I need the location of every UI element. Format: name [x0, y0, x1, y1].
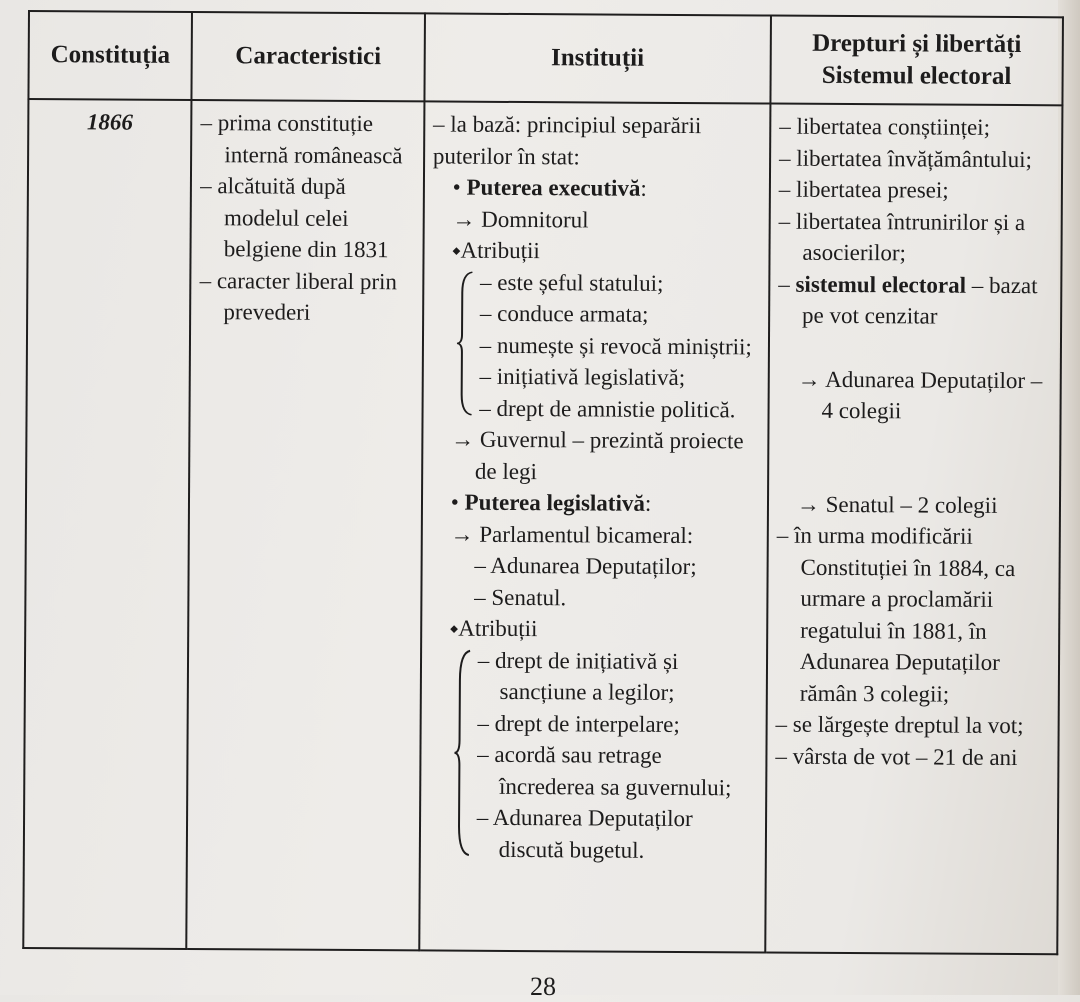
electoral-change-item: – vârsta de vot – 21 de ani [775, 743, 1018, 770]
legislative-title: Puterea legislativă [464, 489, 645, 516]
header-institutions: Instituții [424, 13, 771, 103]
constitution-table [22, 10, 1064, 955]
chamber-item: – Adunarea Deputaților; [474, 552, 697, 580]
curly-brace-icon [455, 270, 474, 416]
legislative-attributions-label: ⬩Atribuții [449, 615, 538, 642]
attribution-item: – acordă sau retrage încrederea sa guvernului; [477, 741, 732, 800]
freedom-item: – libertatea conștiinței; [779, 113, 991, 140]
attribution-item: – inițiativă legislativă; [479, 363, 686, 391]
attribution-item: – drept de amnistie politică. [479, 395, 736, 422]
attribution-item: – drept de inițiativă și sancțiune a legilor; [477, 647, 679, 705]
legislative-attributions [429, 644, 761, 867]
attribution-item: – drept de interpelare; [477, 710, 680, 737]
characteristic-item: – prima constituție internă românească [200, 110, 403, 168]
executive-heading: • Puterea executivă: [452, 174, 647, 201]
characteristic-item: – caracter liberal prin prevederi [199, 267, 397, 325]
header-electoral: Sistemul electoral [821, 61, 1012, 91]
header-rights-electoral [770, 16, 1063, 106]
curly-brace-icon [453, 648, 472, 857]
bullet-icon: • [452, 174, 467, 200]
attribution-item: – este șeful statului; [480, 269, 664, 296]
electoral-change-item: – se lărgește dreptul la vot; [775, 711, 1024, 739]
institutions-intro: – la bază: principiul separării puterilor în stat: [432, 111, 702, 169]
attribution-item: – Adunarea Deputaților discută bugetul. [476, 804, 693, 863]
diamond-bullet-icon: ⬩ [449, 615, 459, 641]
characteristic-item: – alcătuită după modelul celei belgiene din 1831 [200, 173, 389, 263]
executive-attributions-label: ⬩Atribuții [452, 237, 540, 264]
institutions-cell [419, 101, 770, 952]
freedom-item: – libertatea învățământului; [778, 145, 1033, 172]
rights-cell [765, 104, 1062, 955]
electoral-system-label: sistemul electoral [795, 271, 967, 298]
senate-colleges: → Senatul – 2 colegii [796, 491, 998, 518]
freedom-item: – libertatea presei; [778, 176, 949, 203]
header-rights: Drepturi și libertăți [812, 29, 1022, 59]
year-cell: 1866 [23, 99, 191, 949]
header-row [28, 11, 1063, 105]
ruler-item: → Domnitorul [452, 206, 589, 232]
diamond-bullet-icon: ⬩ [452, 237, 461, 263]
parliament-item: → Parlamentul bicameral: [450, 521, 694, 548]
executive-title: Puterea executivă [466, 174, 641, 201]
attribution-item: – numește și revocă miniștrii; [479, 332, 752, 359]
executive-attributions [431, 266, 762, 426]
table-row [23, 99, 1062, 954]
bullet-icon: • [450, 489, 465, 515]
header-constitution: Constituția [28, 11, 192, 100]
government-item: → Guvernul – prezintă proiecte de legi [451, 426, 744, 484]
page-number: 28 [530, 972, 556, 1001]
chamber-item: – Senatul. [474, 584, 567, 610]
chamber-colleges: → Adunarea Deputaților – 4 colegii [797, 366, 1043, 424]
attribution-item: – conduce armata; [479, 300, 649, 327]
electoral-change-item: – în urma modificării Constituției în 1884, ca urmare a proclamării regatului în 1881, în Adunarea Deputaților rămân 3 colegii; [776, 522, 1016, 707]
characteristics-cell [187, 100, 425, 950]
legislative-heading: • Puterea legislativă: [450, 489, 652, 516]
freedom-item: – libertatea întrunirilor și a asocierilor; [778, 208, 1026, 266]
header-characteristics: Caracteristici [192, 12, 425, 101]
electoral-system-item: – sistemul electoral – bazat pe vot cenzitar [778, 271, 1038, 329]
